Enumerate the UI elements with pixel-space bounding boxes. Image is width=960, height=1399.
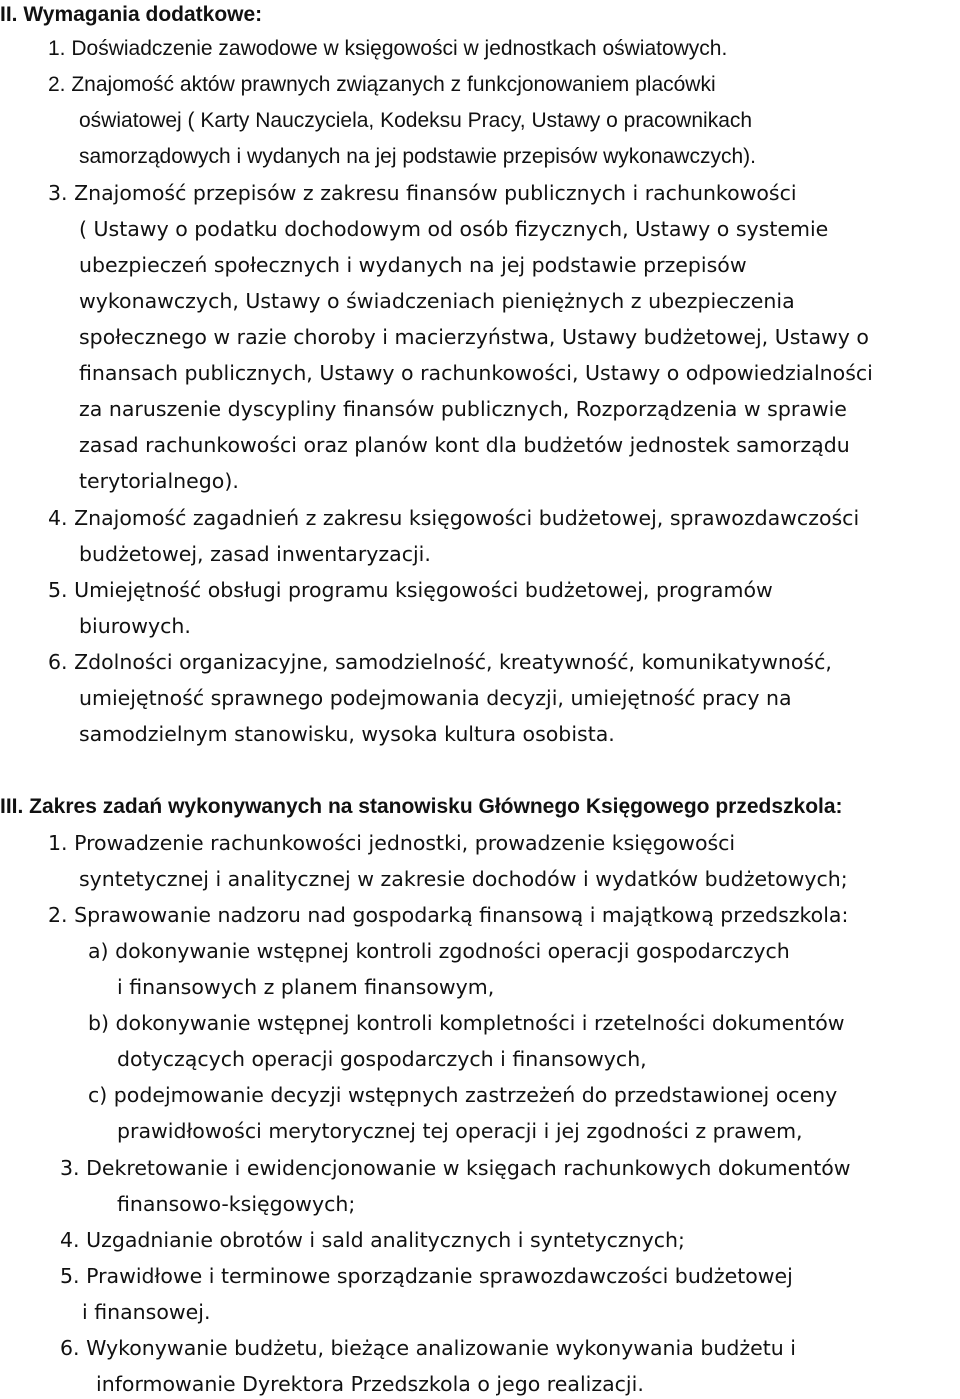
duty-item-continuation: informowanie Dyrektora Przedszkola o jego realizacji. (96, 1372, 644, 1396)
requirement-item-continuation: samodzielnym stanowisku, wysoka kultura osobista. (79, 722, 615, 746)
duty-item: 4. Uzgadnianie obrotów i sald analitycznych i syntetycznych; (60, 1228, 685, 1252)
requirement-item: 6. Zdolności organizacyjne, samodzielność, kreatywność, komunikatywność, (48, 650, 832, 674)
duty-subitem-continuation: prawidłowości merytorycznej tej operacji i jej zgodności z prawem, (117, 1119, 803, 1143)
duty-item: 5. Prawidłowe i terminowe sporządzanie sprawozdawczości budżetowej (60, 1264, 793, 1288)
requirement-item-continuation: społecznego w razie choroby i macierzyństwa, Ustawy budżetowej, Ustawy o (79, 325, 869, 349)
requirement-item-continuation: wykonawczych, Ustawy o świadczeniach pieniężnych z ubezpieczenia (79, 289, 795, 313)
requirement-item-continuation: oświatowej ( Karty Nauczyciela, Kodeksu Pracy, Ustawy o pracownikach (79, 109, 753, 132)
requirement-item-continuation: finansach publicznych, Ustawy o rachunkowości, Ustawy o odpowiedzialności (79, 361, 873, 385)
requirement-item-continuation: zasad rachunkowości oraz planów kont dla budżetów jednostek samorządu (79, 433, 850, 457)
section-heading: III. Zakres zadań wykonywanych na stanowisku Głównego Księgowego przedszkola: (0, 795, 843, 818)
requirement-item-continuation: za naruszenie dyscypliny finansów publicznych, Rozporządzenia w sprawie (79, 397, 847, 421)
requirement-item-continuation: ubezpieczeń społecznych i wydanych na jej podstawie przepisów (79, 253, 747, 277)
duty-item: 3. Dekretowanie i ewidencjonowanie w księgach rachunkowych dokumentów (60, 1156, 851, 1180)
duty-subitem: b) dokonywanie wstępnej kontroli kompletności i rzetelności dokumentów (88, 1011, 845, 1035)
duty-subitem: a) dokonywanie wstępnej kontroli zgodności operacji gospodarczych (88, 939, 790, 963)
requirement-item-continuation: umiejętność sprawnego podejmowania decyzji, umiejętność pracy na (79, 686, 792, 710)
requirement-item-continuation: samorządowych i wydanych na jej podstawie przepisów wykonawczych). (79, 145, 756, 168)
requirement-item: 1. Doświadczenie zawodowe w księgowości w jednostkach oświatowych. (48, 37, 728, 60)
requirement-item-continuation: biurowych. (79, 614, 191, 638)
requirement-item-continuation: ( Ustawy o podatku dochodowym od osób fizycznych, Ustawy o systemie (79, 217, 829, 241)
section-heading: II. Wymagania dodatkowe: (0, 3, 263, 26)
requirement-item-continuation: terytorialnego). (79, 469, 239, 493)
duty-item: 6. Wykonywanie budżetu, bieżące analizowanie wykonywania budżetu i (60, 1336, 796, 1360)
duty-item-continuation: finansowo-księgowych; (117, 1192, 356, 1216)
duty-item-continuation: i finansowej. (82, 1300, 211, 1324)
duty-subitem-continuation: i finansowych z planem finansowym, (117, 975, 495, 999)
duty-subitem: c) podejmowanie decyzji wstępnych zastrzeżeń do przedstawionej oceny (88, 1083, 838, 1107)
duty-item: 1. Prowadzenie rachunkowości jednostki, prowadzenie księgowości (48, 831, 736, 855)
duty-subitem-continuation: dotyczących operacji gospodarczych i finansowych, (117, 1047, 647, 1071)
requirement-item: 3. Znajomość przepisów z zakresu finansów publicznych i rachunkowości (48, 181, 797, 205)
requirement-item: 2. Znajomość aktów prawnych związanych z funkcjonowaniem placówki (48, 73, 716, 96)
requirement-item-continuation: budżetowej, zasad inwentaryzacji. (79, 542, 431, 566)
duty-item-continuation: syntetycznej i analitycznej w zakresie dochodów i wydatków budżetowych; (79, 867, 848, 891)
requirement-item: 4. Znajomość zagadnień z zakresu księgowości budżetowej, sprawozdawczości (48, 506, 860, 530)
duty-item: 2. Sprawowanie nadzoru nad gospodarką finansową i majątkową przedszkola: (48, 903, 849, 927)
requirement-item: 5. Umiejętność obsługi programu księgowości budżetowej, programów (48, 578, 773, 602)
